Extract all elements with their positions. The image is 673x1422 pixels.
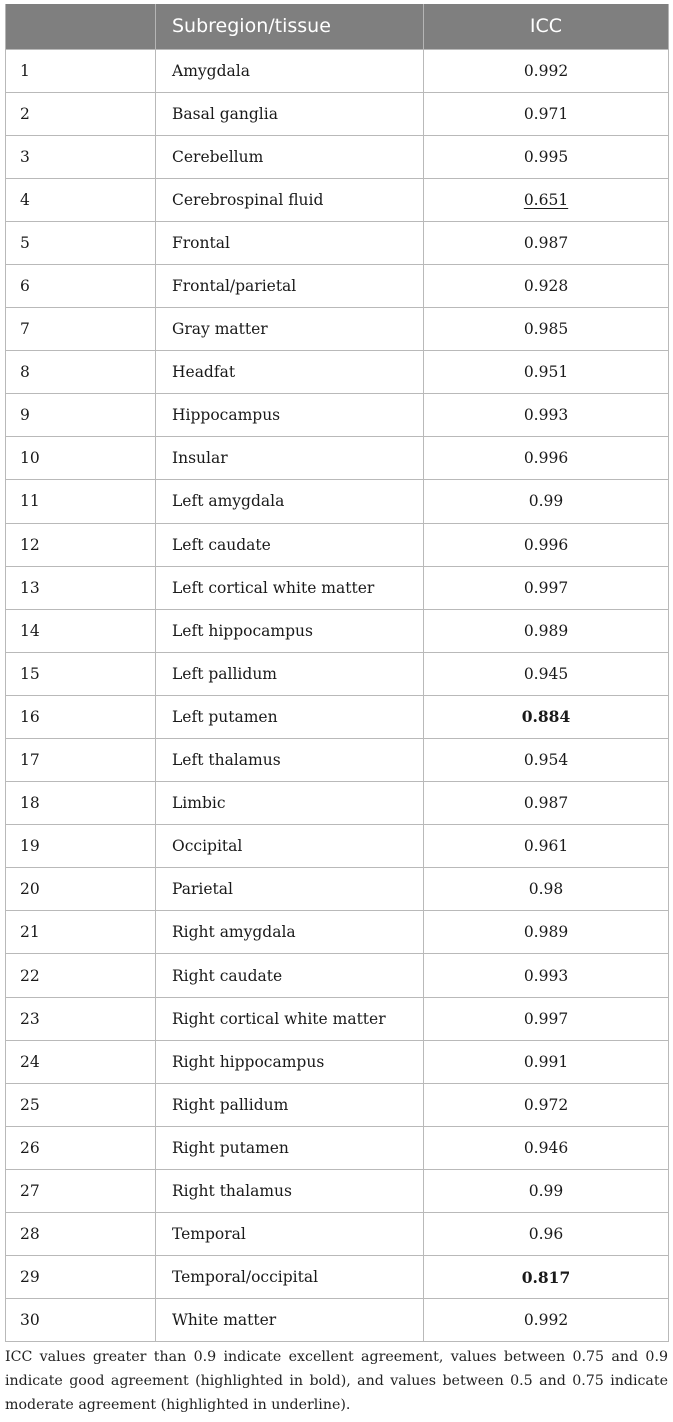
subregion-name: Occipital (156, 825, 424, 868)
icc-value-cell (424, 49, 669, 92)
row-number: 6 (6, 264, 156, 307)
table-row (6, 135, 669, 178)
icc-value: 0.946 (523, 1138, 569, 1157)
row-number: 3 (6, 135, 156, 178)
icc-value: 0.884 (521, 707, 571, 727)
row-number: 25 (6, 1083, 156, 1126)
table-row (6, 954, 669, 997)
subregion-name: Left thalamus (156, 739, 424, 782)
table-row (6, 825, 669, 868)
subregion-name: Cerebellum (156, 135, 424, 178)
subregion-name: Gray matter (156, 308, 424, 351)
icc-value: 0.997 (523, 578, 569, 597)
header-index (6, 4, 156, 49)
subregion-name: Hippocampus (156, 394, 424, 437)
table-row (6, 308, 669, 351)
row-number: 4 (6, 178, 156, 221)
icc-value-cell (424, 264, 669, 307)
subregion-name: Left hippocampus (156, 609, 424, 652)
icc-value: 0.991 (523, 1052, 569, 1071)
icc-value: 0.951 (523, 363, 569, 382)
icc-value-cell (424, 351, 669, 394)
subregion-name: Headfat (156, 351, 424, 394)
row-number: 24 (6, 1040, 156, 1083)
row-number: 27 (6, 1169, 156, 1212)
icc-value-cell (424, 221, 669, 264)
table-header (6, 4, 669, 49)
row-number: 21 (6, 911, 156, 954)
icc-value: 0.651 (523, 190, 569, 209)
icc-value-cell (424, 1213, 669, 1256)
icc-value-cell (424, 308, 669, 351)
icc-value: 0.997 (523, 1009, 569, 1028)
table-row (6, 437, 669, 480)
icc-value-cell (424, 997, 669, 1040)
subregion-name: Left cortical white matter (156, 566, 424, 609)
row-number: 28 (6, 1213, 156, 1256)
table-row (6, 1256, 669, 1299)
subregion-name: Temporal (156, 1213, 424, 1256)
row-number: 16 (6, 695, 156, 738)
table-row (6, 1040, 669, 1083)
icc-value: 0.99 (528, 492, 564, 511)
icc-value-cell (424, 954, 669, 997)
row-number: 15 (6, 652, 156, 695)
subregion-name: White matter (156, 1299, 424, 1342)
icc-value: 0.961 (523, 837, 569, 856)
icc-value-cell (424, 825, 669, 868)
subregion-name: Left putamen (156, 695, 424, 738)
table-row (6, 351, 669, 394)
table-row (6, 695, 669, 738)
subregion-name: Insular (156, 437, 424, 480)
icc-value: 0.996 (523, 449, 569, 468)
icc-value: 0.987 (523, 794, 569, 813)
icc-value-cell (424, 135, 669, 178)
table-row (6, 221, 669, 264)
icc-value: 0.996 (523, 535, 569, 554)
row-number: 2 (6, 92, 156, 135)
icc-value: 0.993 (523, 406, 569, 425)
icc-value-cell (424, 609, 669, 652)
subregion-name: Right thalamus (156, 1169, 424, 1212)
icc-value-cell (424, 1256, 669, 1299)
icc-value-cell (424, 1169, 669, 1212)
icc-value-cell (424, 92, 669, 135)
icc-value-cell (424, 868, 669, 911)
row-number: 20 (6, 868, 156, 911)
icc-value-cell (424, 523, 669, 566)
icc-value-cell (424, 394, 669, 437)
table-row (6, 178, 669, 221)
icc-value-cell (424, 1126, 669, 1169)
row-number: 11 (6, 480, 156, 523)
table-row (6, 1083, 669, 1126)
header-icc: ICC (424, 4, 669, 49)
icc-value-cell (424, 652, 669, 695)
table-row (6, 1213, 669, 1256)
table-row (6, 1299, 669, 1342)
row-number: 22 (6, 954, 156, 997)
icc-value-cell (424, 437, 669, 480)
table-row (6, 782, 669, 825)
table-row (6, 609, 669, 652)
table-row (6, 868, 669, 911)
icc-value-cell (424, 566, 669, 609)
subregion-name: Temporal/occipital (156, 1256, 424, 1299)
subregion-name: Frontal (156, 221, 424, 264)
row-number: 10 (6, 437, 156, 480)
icc-value-cell (424, 480, 669, 523)
table-footnote: ICC values greater than 0.9 indicate excellent agreement, values between 0.75 and 0.9 indicate good agreement (highlighted in bold), and values between 0.5 and 0.75 indicate moderate agreement (highlighted in underline). (5, 1349, 668, 1413)
row-number: 1 (6, 49, 156, 92)
row-number: 26 (6, 1126, 156, 1169)
row-number: 13 (6, 566, 156, 609)
icc-value: 0.995 (523, 147, 569, 166)
subregion-name: Right putamen (156, 1126, 424, 1169)
icc-value-cell (424, 1083, 669, 1126)
icc-value-cell (424, 911, 669, 954)
row-number: 17 (6, 739, 156, 782)
subregion-name: Left pallidum (156, 652, 424, 695)
row-number: 9 (6, 394, 156, 437)
icc-value: 0.817 (521, 1267, 571, 1287)
table-row (6, 1126, 669, 1169)
icc-value: 0.992 (523, 61, 569, 80)
icc-value: 0.985 (523, 320, 569, 339)
header-row (6, 4, 669, 49)
icc-value-cell (424, 782, 669, 825)
table-row (6, 566, 669, 609)
icc-value: 0.972 (523, 1095, 569, 1114)
icc-value-cell (424, 1299, 669, 1342)
row-number: 14 (6, 609, 156, 652)
icc-value: 0.993 (523, 966, 569, 985)
row-number: 7 (6, 308, 156, 351)
subregion-name: Amygdala (156, 49, 424, 92)
icc-value-cell (424, 178, 669, 221)
icc-value: 0.945 (523, 664, 569, 683)
icc-value: 0.954 (523, 751, 569, 770)
table-row (6, 652, 669, 695)
icc-value: 0.992 (523, 1311, 569, 1330)
icc-value: 0.99 (528, 1181, 564, 1200)
subregion-name: Basal ganglia (156, 92, 424, 135)
subregion-name: Cerebrospinal fluid (156, 178, 424, 221)
subregion-name: Left caudate (156, 523, 424, 566)
subregion-name: Right amygdala (156, 911, 424, 954)
subregion-name: Parietal (156, 868, 424, 911)
icc-table (5, 4, 669, 1342)
icc-value: 0.989 (523, 923, 569, 942)
row-number: 18 (6, 782, 156, 825)
icc-value: 0.98 (528, 880, 564, 899)
table-row (6, 264, 669, 307)
row-number: 12 (6, 523, 156, 566)
icc-table-container (5, 4, 668, 1342)
icc-value: 0.989 (523, 621, 569, 640)
subregion-name: Right cortical white matter (156, 997, 424, 1040)
table-row (6, 1169, 669, 1212)
subregion-name: Frontal/parietal (156, 264, 424, 307)
row-number: 30 (6, 1299, 156, 1342)
subregion-name: Right caudate (156, 954, 424, 997)
row-number: 23 (6, 997, 156, 1040)
subregion-name: Right pallidum (156, 1083, 424, 1126)
icc-value-cell (424, 695, 669, 738)
table-row (6, 739, 669, 782)
subregion-name: Left amygdala (156, 480, 424, 523)
row-number: 19 (6, 825, 156, 868)
table-row (6, 997, 669, 1040)
table-row (6, 480, 669, 523)
icc-value-cell (424, 1040, 669, 1083)
icc-value: 0.928 (523, 277, 569, 296)
icc-value: 0.987 (523, 233, 569, 252)
table-row (6, 92, 669, 135)
subregion-name: Limbic (156, 782, 424, 825)
icc-value-cell (424, 739, 669, 782)
table-row (6, 911, 669, 954)
table-row (6, 49, 669, 92)
table-row (6, 523, 669, 566)
icc-value: 0.96 (528, 1225, 564, 1244)
icc-value: 0.971 (523, 104, 569, 123)
row-number: 5 (6, 221, 156, 264)
table-row (6, 394, 669, 437)
table-body (6, 49, 669, 1342)
header-subregion: Subregion/tissue (156, 4, 424, 49)
row-number: 29 (6, 1256, 156, 1299)
row-number: 8 (6, 351, 156, 394)
subregion-name: Right hippocampus (156, 1040, 424, 1083)
